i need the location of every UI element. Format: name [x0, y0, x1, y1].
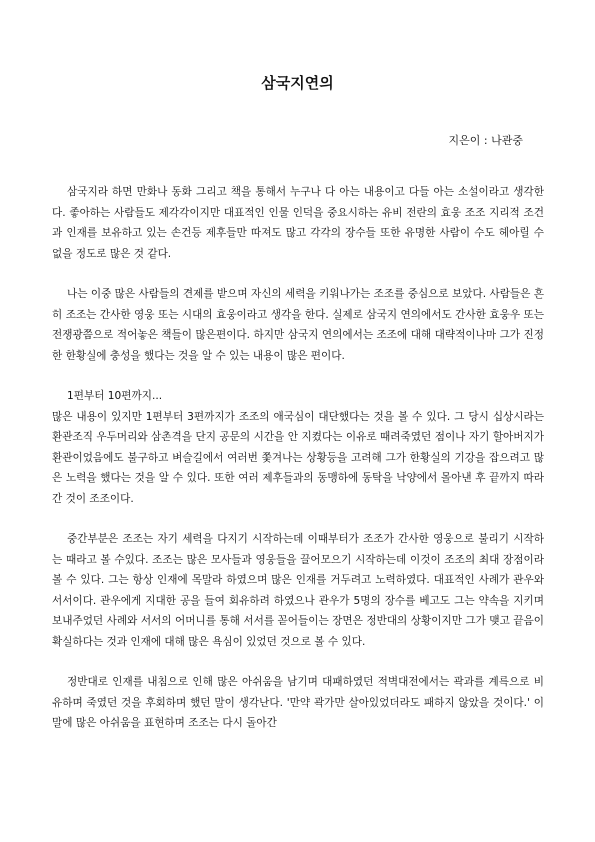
- document-body: [52, 182, 544, 754]
- paragraph-chapters-1-10: [52, 386, 544, 509]
- section-text: 많은 내용이 있지만 1편부터 3편까지가 조조의 애국심이 대단했다는 것을 볼 수 있다. 그 당시 십상시라는 환관조직 우두머리와 삼촌격을 단지 공문의 시간을 안 지켰다는 이유로 때려죽였던 점이나 자기 할아버지가 환관이었음에도 불구하고 벼슬길에서 여러번 쫓겨나는 상황등을 고려해 그가 한황실의 기강을 잡으려고 많은 노력을 했다는 것을 알 수 있다. 또한 여러 제후들과의 동맹하에 동탁을 낙양에서 몰아낸 후 끝까지 따라간 것이 조조이다.: [52, 410, 544, 505]
- paragraph-cao-cao: 나는 이중 많은 사람들의 견제를 받으며 자신의 세력을 키워나가는 조조를 중심으로 보았다. 사람들은 흔히 조조는 간사한 영웅 또는 시대의 효웅이라고 생각을 한다. 실제로 삼국지 연의에서도 간사한 효웅우 또는 전쟁광쯤으로 적어놓은 책들이 많은편이다. 하지만 삼국지 연의에서는 조조에 대해 대략적이나마 그가 진정한 한황실에 충성을 했다는 것을 알 수 있는 내용이 많은 편이다.: [52, 288, 544, 362]
- paragraph-middle-part: 중간부분은 조조는 자기 세력을 다지기 시작하는데 이때부터가 조조가 간사한 영웅으로 불리기 시작하는 때라고 볼 수있다. 조조는 많은 모사들과 영웅들을 끌어모으기 시작하는데 이것이 조조의 최대 장점이라 볼 수 있다. 그는 항상 인재에 목말라 하였으며 많은 인재를 거두려고 노력하였다. 대표적인 사례가 관우와 서서이다. 관우에게 지대한 공을 들여 회유하려 하였으나 관우가 5명의 장수를 베고도 그는 약속을 지키며 보내주었던 사례와 서서의 어머니를 통해 서서를 꼳어들이는 장면은 정반대의 상황이지만 그가 맺고 끝음이 확실하다는 것과 인재에 대해 많은 욕심이 있었던 것으로 볼 수 있다.: [52, 533, 544, 648]
- paragraph-red-cliffs: 정반대로 인재를 내침으로 인해 많은 아쉬움을 남기며 대패하였던 적벽대전에서는 곽과를 계륵으로 비유하며 죽였던 것을 후회하며 했던 말이 생각난다. '만약 곽가만 살아있었더라도 패하지 않았을 것이다.' 이말에 많은 아쉬움을 표현하며 조조는 다시 돌아간: [52, 676, 544, 729]
- document-title: 삼국지연의: [261, 74, 334, 92]
- paragraph-intro: 삼국지라 하면 만화나 동화 그리고 책을 통해서 누구나 다 아는 내용이고 다들 아는 소설이라고 생각한다. 좋아하는 사람들도 제각각이지만 대표적인 인물 인덕을 중요시하는 유비 전란의 효웅 조조 지리적 조건과 인재를 보유하고 있는 손건등 제후들만 따져도 많고 각각의 장수들 또한 유명한 사람이 수도 헤아릴 수 없을 정도로 많은 것 같다.: [52, 186, 544, 260]
- author-line: 지은이 : 나관중: [448, 134, 523, 147]
- section-heading: 1편부터 10편까지...: [67, 390, 163, 402]
